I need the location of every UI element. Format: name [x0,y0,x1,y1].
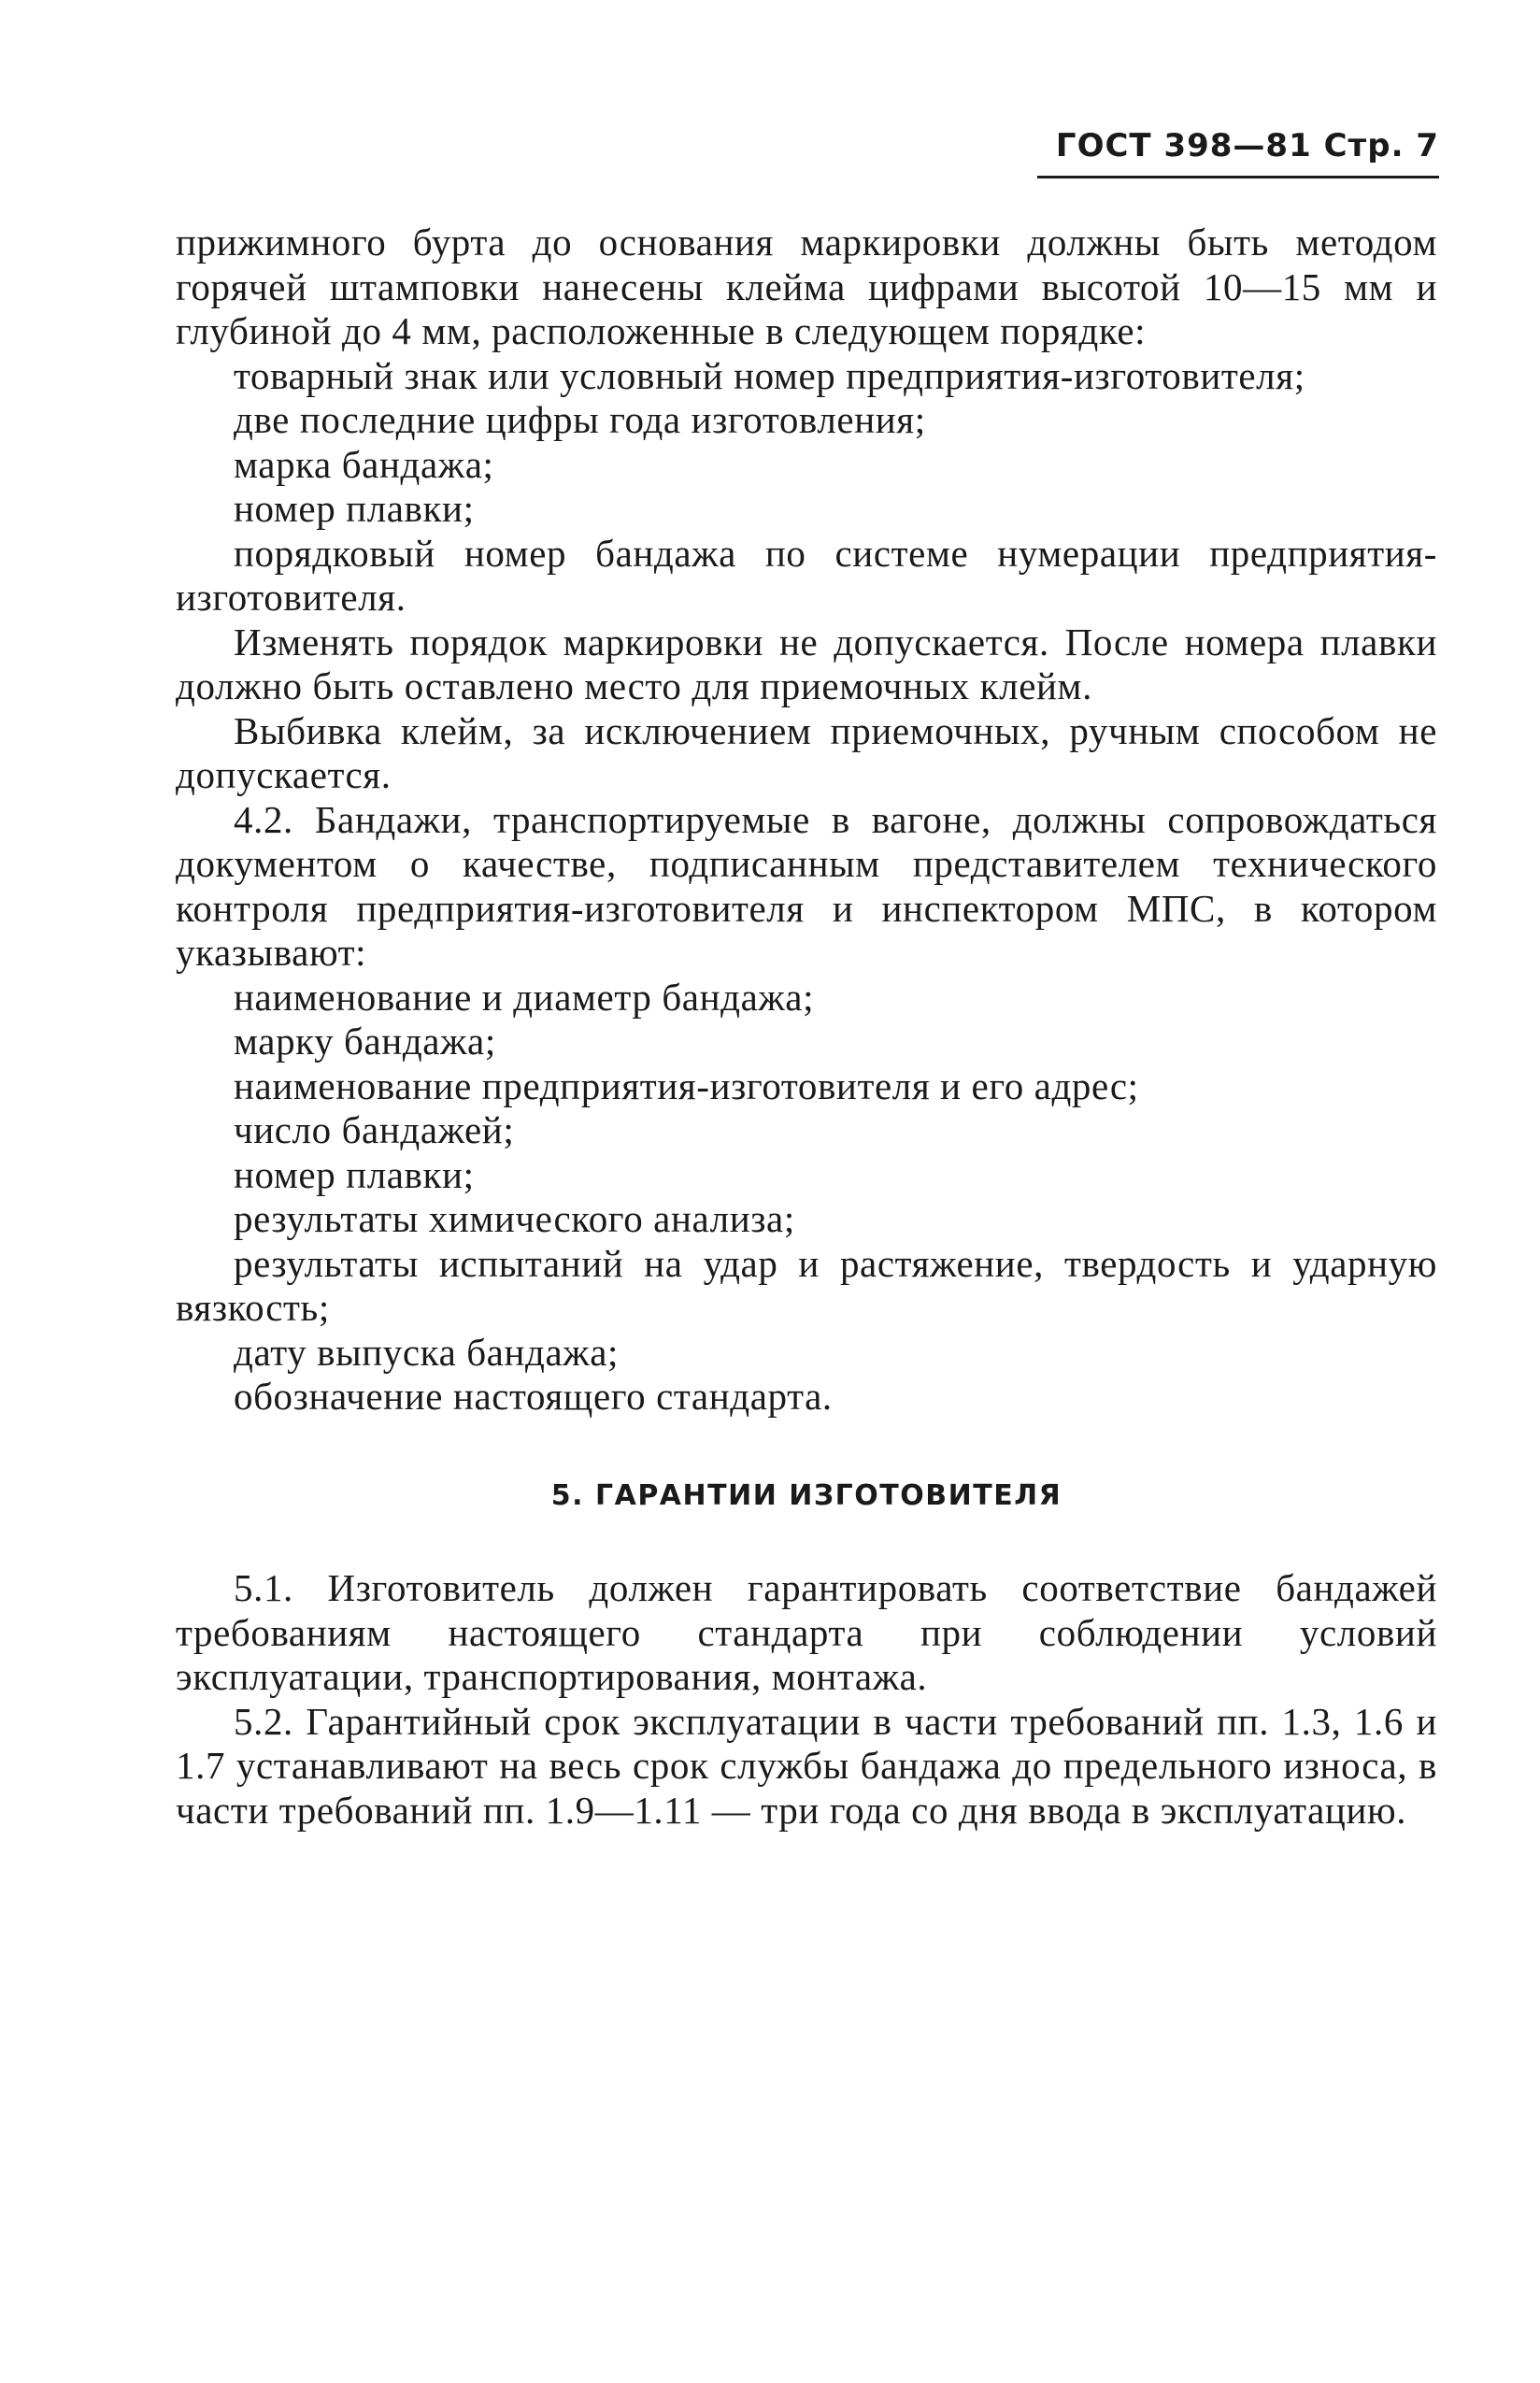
document-item-5: номер плавки; [234,1152,475,1196]
document-item-6: результаты химического анализа; [234,1197,795,1240]
marking-item-2: две последние цифры года изготовления; [234,398,926,441]
section-5-title: 5. ГАРАНТИИ ИЗГОТОВИТЕЛЯ [550,1478,1062,1512]
document-item-3: наименование предприятия-изготовителя и его адрес; [234,1063,1139,1107]
document-item-2: марку бандажа; [234,1020,496,1063]
page-header: ГОСТ 398—81 Стр. 7 [1037,127,1439,178]
top-paragraph: прижимного бурта до основания маркировки должны быть методом горячей штамповки нанесены клейма цифрами высотой 10—15 мм и глубиной до 4 мм, расположенные в следующем порядке: [176,221,1437,352]
clause-5-2: 5.2. Гарантийный срок эксплуатации в части требований пп. 1.3, 1.6 и 1.7 устанавливают на весь срок службы бандажа до предельного износа, в части требований пп. 1.9—1.11 — три года со дня ввода в эксплуатацию. [176,1699,1437,1832]
document-item-7: результаты испытаний на удар и растяжение, твердость и ударную вязкость; [176,1241,1437,1329]
document-item-9: обозначение настоящего стандарта. [234,1375,833,1418]
clause-4-2: 4.2. Бандажи, транспортируемые в вагоне, должны сопровождаться документом о качестве, подписанным представителем технического контроля предприятия-изготовителя и инспектором МПС, в котором указывают: [176,797,1437,974]
marking-item-4: номер плавки; [234,487,475,530]
note-marking-order: Изменять порядок маркировки не допускается. После номера плавки должно быть оставлено место для приемочных клейм. [176,620,1437,707]
document-body [176,221,1437,1833]
document-item-1: наименование и диаметр бандажа; [234,975,815,1019]
note-manual-stamping: Выбивка клейм, за исключением приемочных, ручным способом не допускается. [176,708,1437,796]
marking-item-1: товарный знак или условный номер предприятия-изготовителя; [234,353,1305,397]
marking-item-5: порядковый номер бандажа по системе нумерации предприятия-изготовителя. [176,531,1437,619]
clause-5-1: 5.1. Изготовитель должен гарантировать соответствие бандажей требованиям настоящего стандарта при соблюдении условий эксплуатации, транспортирования, монтажа. [176,1566,1437,1698]
document-item-8: дату выпуска бандажа; [234,1330,619,1374]
document-item-4: число бандажей; [234,1108,515,1151]
marking-item-3: марка бандажа; [234,442,494,486]
